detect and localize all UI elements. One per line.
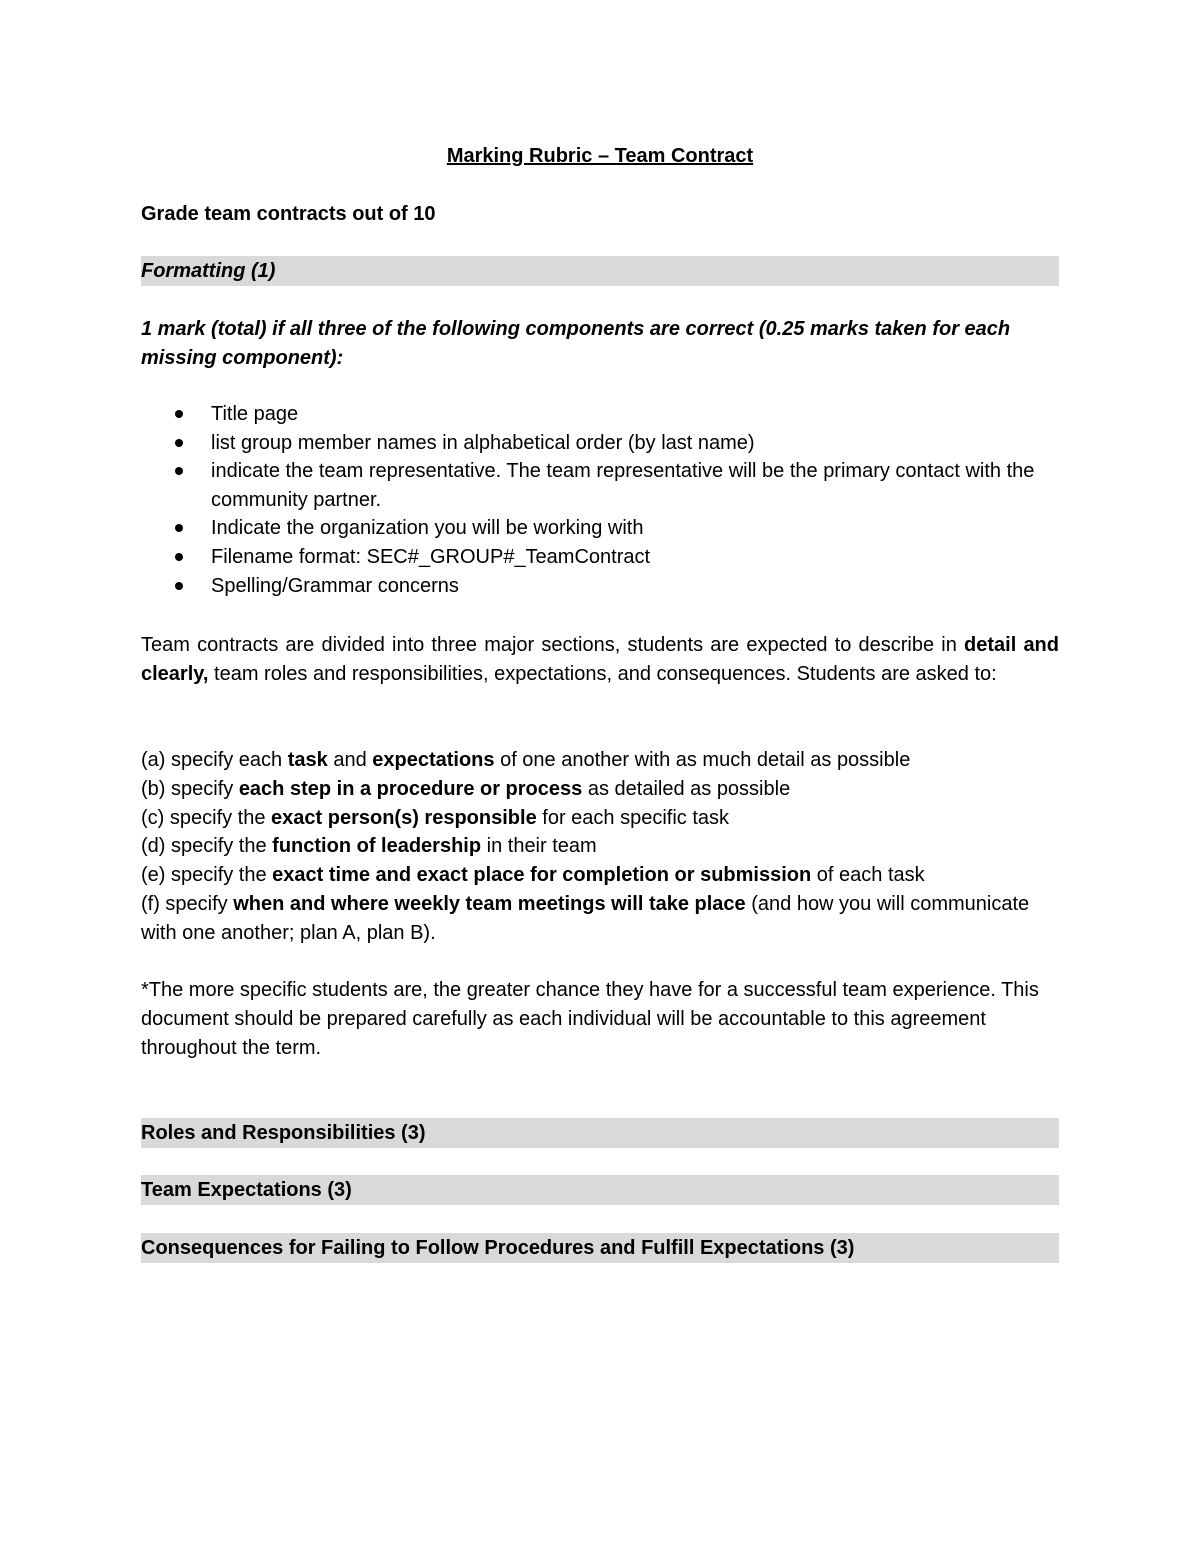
spec-text: (and how you will communicate with one another; plan A, plan B). [141, 892, 1030, 944]
spec-text: (a) specify each [141, 749, 288, 771]
page-title-text: Marking Rubric – Team Contract [446, 145, 754, 167]
spec-bold: task [287, 749, 328, 771]
spec-item-f [141, 890, 1059, 948]
specification-list [141, 746, 1059, 948]
spec-item-c [141, 804, 1059, 833]
list-item: Indicate the organization you will be working with [141, 514, 1059, 543]
section-heading-roles: Roles and Responsibilities (3) [141, 1118, 1059, 1148]
page-title [141, 143, 1059, 169]
intro-text-2: team roles and responsibilities, expectations, and consequences. Students are asked to: [208, 663, 997, 685]
section-heading-consequences: Consequences for Failing to Follow Procedures and Fulfill Expectations (3) [141, 1233, 1059, 1263]
spec-text: (f) specify [141, 892, 234, 915]
spec-text: (d) specify the [141, 835, 273, 858]
spec-text: in their team [481, 835, 597, 858]
spec-item-a [141, 746, 1059, 775]
spec-bold: expectations [372, 749, 495, 771]
note-paragraph: *The more specific students are, the greater chance they have for a successful team experience. This document should be prepared carefully as each individual will be accountable to this agreement throughout the term. [141, 979, 1039, 1059]
spec-text: of each task [811, 864, 925, 887]
spec-bold: each step in a procedure or process [238, 777, 583, 800]
spec-text: and [327, 749, 373, 771]
spec-bold: exact person(s) responsible [271, 806, 537, 829]
spec-item-d [141, 832, 1059, 861]
formatting-heading: Formatting (1) [141, 256, 1059, 286]
spec-text: (c) specify the [141, 806, 272, 829]
spec-text: of one another with as much detail as possible [494, 749, 911, 771]
spec-item-e [141, 861, 1059, 890]
intro-paragraph [141, 631, 1059, 689]
spec-text: (b) specify [141, 777, 239, 800]
section-heading-expectations: Team Expectations (3) [141, 1175, 1059, 1205]
list-item: Title page [141, 400, 1059, 429]
formatting-components-list [141, 400, 1059, 600]
spec-bold: when and where weekly team meetings will take place [233, 892, 746, 915]
spec-text: as detailed as possible [582, 777, 791, 800]
grade-line: Grade team contracts out of 10 [141, 203, 436, 225]
spec-text: (e) specify the [141, 864, 273, 887]
spec-bold: exact time and exact place for completion or submission [272, 864, 812, 887]
spec-text: for each specific task [536, 806, 730, 829]
spec-bold: function of leadership [272, 835, 482, 858]
spec-item-b [141, 775, 1059, 804]
intro-text-1: Team contracts are divided into three major sections, students are expected to describe in [141, 634, 965, 656]
formatting-mark-note: 1 mark (total) if all three of the following components are correct (0.25 marks taken for each missing component): [141, 318, 1011, 369]
list-item: indicate the team representative. The team representative will be the primary contact with the community partner. [141, 457, 1059, 514]
intro-bold: detail and clearly, [141, 634, 1059, 685]
list-item: list group member names in alphabetical order (by last name) [141, 429, 1059, 458]
list-item: Spelling/Grammar concerns [141, 572, 1059, 601]
list-item: Filename format: SEC#_GROUP#_TeamContract [141, 543, 1059, 572]
